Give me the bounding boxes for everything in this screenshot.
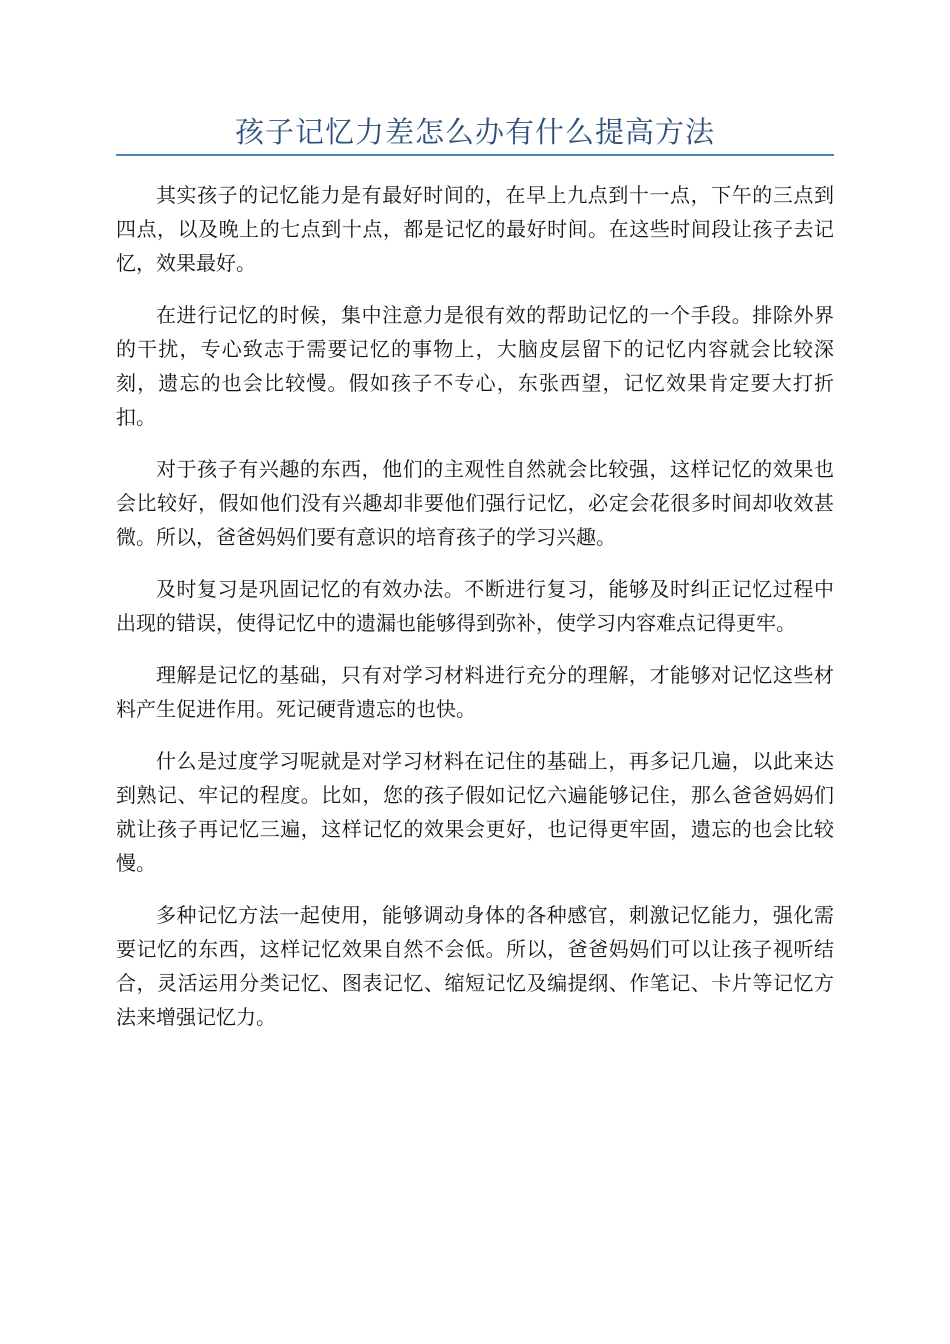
paragraph-7: 多种记忆方法一起使用，能够调动身体的各种感官，刺激记忆能力，强化需要记忆的东西，这样记忆效果自然不会低。所以，爸爸妈妈们可以让孩子视听结合，灵活运用分类记忆、图表记忆、缩短记忆及编提纲、作笔记、卡片等记忆方法来增强记忆力。 xyxy=(116,903,834,1029)
paragraph-3: 对于孩子有兴趣的东西，他们的主观性自然就会比较强，这样记忆的效果也会比较好，假如他们没有兴趣却非要他们强行记忆，必定会花很多时间却收效甚微。所以，爸爸妈妈们要有意识的培育孩子的学习兴趣。 xyxy=(116,457,834,549)
paragraph-1: 其实孩子的记忆能力是有最好时间的，在早上九点到十一点，下午的三点到四点，以及晚上的七点到十点，都是记忆的最好时间。在这些时间段让孩子去记忆，效果最好。 xyxy=(116,183,834,275)
paragraph-5: 理解是记忆的基础，只有对学习材料进行充分的理解，才能够对记忆这些材料产生促进作用。死记硬背遗忘的也快。 xyxy=(116,663,834,721)
document-body xyxy=(116,178,834,1052)
paragraph-6: 什么是过度学习呢就是对学习材料在记住的基础上，再多记几遍，以此来达到熟记、牢记的程度。比如，您的孩子假如记忆六遍能够记住，那么爸爸妈妈们就让孩子再记忆三遍，这样记忆的效果会更好，也记得更牢固，遗忘的也会比较慢。 xyxy=(116,749,834,875)
paragraph-4: 及时复习是巩固记忆的有效办法。不断进行复习，能够及时纠正记忆过程中出现的错误，使得记忆中的遗漏也能够得到弥补，使学习内容难点记得更牢。 xyxy=(116,577,834,635)
document-title: 孩子记忆力差怎么办有什么提高方法 xyxy=(234,115,715,149)
paragraph-2: 在进行记忆的时候，集中注意力是很有效的帮助记忆的一个手段。排除外界的干扰，专心致志于需要记忆的事物上，大脑皮层留下的记忆内容就会比较深刻，遗忘的也会比较慢。假如孩子不专心，东张西望，记忆效果肯定要大打折扣。 xyxy=(116,303,834,429)
title-underline xyxy=(116,154,834,156)
